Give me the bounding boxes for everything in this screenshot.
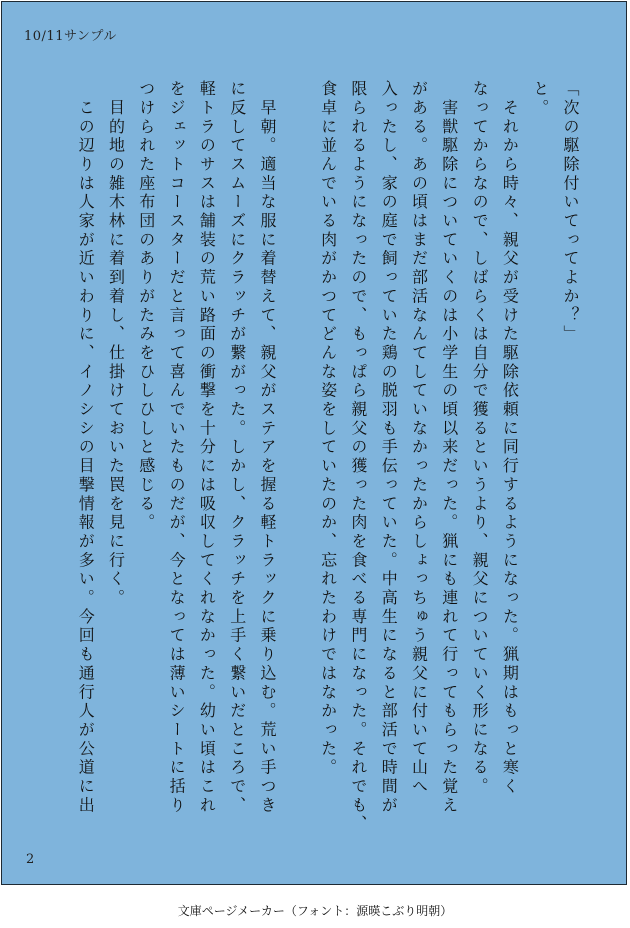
text-line: 入ったし、家の庭で飼っていた鶏の脱羽も手伝っていた。中高生になると部活で時間が: [379, 80, 399, 816]
text-line: つけられた座布団のありがたみをひしひしと感じる。: [136, 80, 156, 533]
text-line: 害獣駆除についていくのは小学生の頃以来だった。猟にも連れて行ってもらった覚え: [439, 80, 459, 816]
text-line: それから時々、親父が受けた駆除依頼に同行するようになった。猟期はもっと寒く: [500, 80, 520, 797]
text-line: がある。あの頃はまだ部活なんてしていなかったからしょっちゅう親父に付いて山へ: [409, 80, 429, 797]
page-number: 2: [26, 852, 35, 867]
text-line: と。: [530, 80, 550, 118]
page-header-title: 10/11サンプル: [24, 29, 117, 44]
text-line: なってからなので、しばらくは自分で獲るというより、親父についていく形になる。: [470, 80, 490, 797]
text-line: この辺りは人家が近いわりに、イノシシの目撃情報が多い。今回も通行人が公道に出: [76, 80, 96, 816]
text-line: 軽トラのサスは舗装の荒い路面の衝撃を十分には吸収してくれなかった。幼い頃はこれ: [197, 80, 217, 816]
text-line: に反してスムーズにクラッチが繋がった。しかし、クラッチを上手く繋いだところで、: [227, 80, 247, 816]
text-line: 限られるようになったので、もっぱら親父の獲った肉を食べる専門になった。それでも、: [348, 80, 368, 834]
text-line: をジェットコースターだと言って喜んでいたものだが、今となっては薄いシートに括り: [167, 80, 187, 816]
text-line: 早朝。適当な服に着替えて、親父がステアを握る軽トラックに乗り込む。荒い手つき: [258, 80, 277, 816]
vertical-text-body: [48, 80, 584, 850]
text-line: 目的地の雑木林に着到着し、仕掛けておいた罠を見に行く。: [106, 80, 126, 608]
text-line: 「次の駆除付いてってよか？」: [561, 80, 580, 344]
book-page: [1, 1, 627, 885]
text-line: 食卓に並んでいる肉がかつてどんな姿をしていたのか、忘れたわけではなかった。: [318, 80, 338, 778]
footer-credit: 文庫ページメーカー（フォント：源暎こぶり明朝）: [177, 904, 453, 918]
